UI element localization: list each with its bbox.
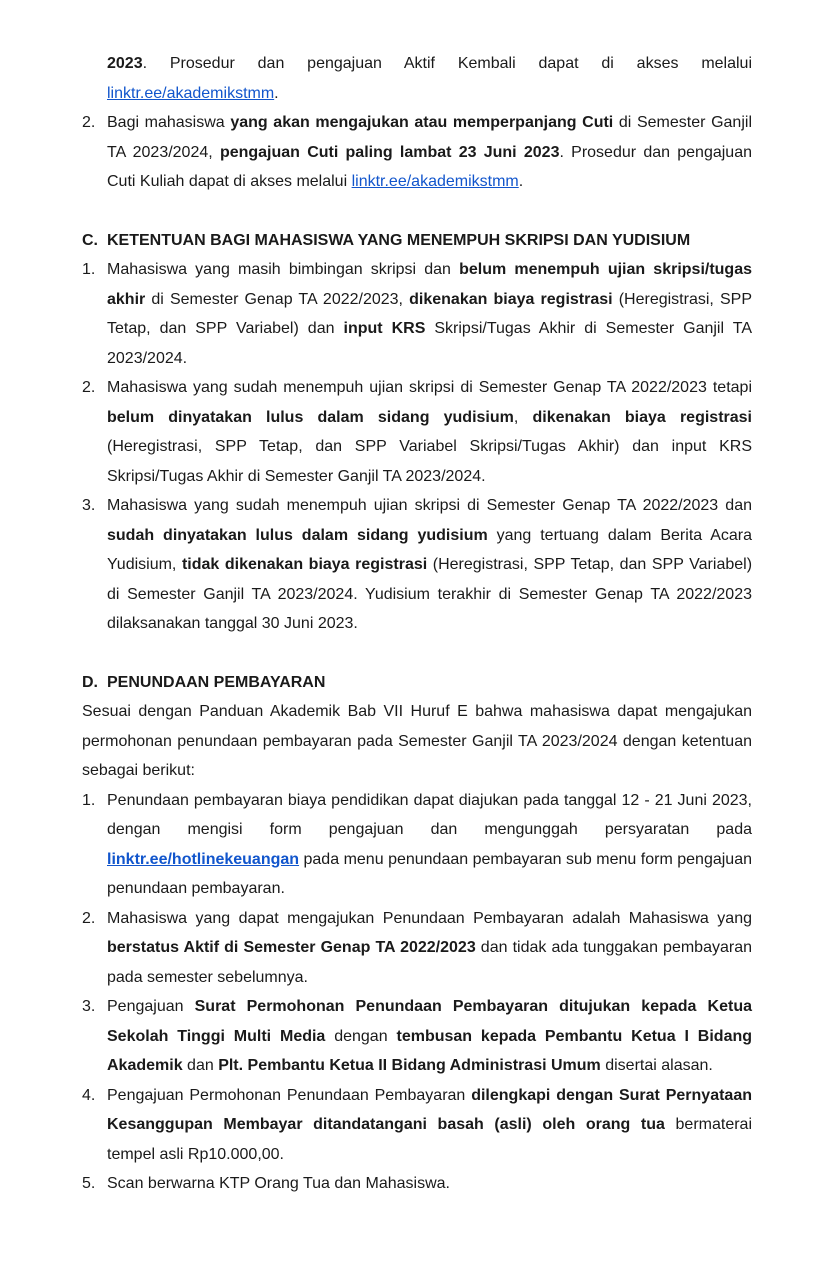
list-number: 2. xyxy=(82,114,96,131)
list-number: 4. xyxy=(82,1086,96,1104)
list-number: 2. xyxy=(82,379,96,396)
list-number: 2. xyxy=(82,909,96,927)
list-item: 5. Scan berwarna KTP Orang Tua dan Mahasiswa. xyxy=(82,1169,752,1199)
list-number: 3. xyxy=(82,998,96,1015)
list-item: 1. Penundaan pembayaran biaya pendidikan dapat diajukan pada tanggal 12 - 21 Juni 2023, dengan mengisi form pengajuan dan mengunggah persyaratan pada linktr.ee/hotlinekeuangan pada menu penundaan pembayaran sub menu form pengajuan penundaan pembayaran. xyxy=(82,786,752,904)
list-number: 1. xyxy=(82,791,96,809)
hotline-keuangan-link[interactable]: linktr.ee/hotlinekeuangan xyxy=(107,850,300,868)
section-d-intro: Sesuai dengan Panduan Akademik Bab VII Huruf E bahwa mahasiswa dapat mengajukan permohonan penundaan pembayaran pada Semester Ganjil TA 2023/2024 dengan ketentuan sebagai berikut: xyxy=(82,703,752,779)
list-item: 4. Pengajuan Permohonan Penundaan Pembayaran dilengkapi dengan Surat Pernyataan Kesanggupan Membayar ditandatangani basah (asli) oleh orang tua bermaterai tempel asli Rp10.000,00. xyxy=(82,1081,752,1170)
section-c-list xyxy=(82,255,752,639)
document-page xyxy=(82,49,752,1199)
list-item: 1. Mahasiswa yang masih bimbingan skripsi dan belum menempuh ujian skripsi/tugas akhir di Semester Genap TA 2022/2023, dikenakan biaya registrasi (Heregistrasi, SPP Tetap, dan SPP Variabel) dan input KRS Skripsi/Tugas Akhir di Semester Ganjil TA 2023/2024. xyxy=(82,255,752,373)
section-d-heading: D. PENUNDAAN PEMBAYARAN xyxy=(82,673,326,691)
list-item: 2. Mahasiswa yang dapat mengajukan Penundaan Pembayaran adalah Mahasiswa yang berstatus Aktif di Semester Genap TA 2022/2023 dan tidak ada tunggakan pembayaran pada semester sebelumnya. xyxy=(82,904,752,993)
section-d-list xyxy=(82,786,752,1199)
continuation-paragraph: 2023. Prosedur dan pengajuan Aktif Kembali dapat di akses melalui linktr.ee/akademikstmm. xyxy=(107,55,752,102)
list-number: 5. xyxy=(82,1175,96,1192)
list-item: 2. Bagi mahasiswa yang akan mengajukan atau memperpanjang Cuti di Semester Ganjil TA 2023/2024, pengajuan Cuti paling lambat 23 Juni 2023. Prosedur dan pengajuan Cuti Kuliah dapat di akses melalui linktr.ee/akademikstmm. xyxy=(82,108,752,197)
akademik-link[interactable]: linktr.ee/akademikstmm xyxy=(107,84,275,102)
section-c-heading: C. KETENTUAN BAGI MAHASISWA YANG MENEMPUH SKRIPSI DAN YUDISIUM xyxy=(82,231,691,249)
list-item: 3. Mahasiswa yang sudah menempuh ujian skripsi di Semester Genap TA 2022/2023 dan sudah dinyatakan lulus dalam sidang yudisium yang tertuang dalam Berita Acara Yudisium, tidak dikenakan biaya registrasi (Heregistrasi, SPP Tetap, dan SPP Variabel) di Semester Ganjil TA 2023/2024. Yudisium terakhir di Semester Genap TA 2022/2023 dilaksanakan tanggal 30 Juni 2023. xyxy=(82,491,752,639)
list-item: 3. Pengajuan Surat Permohonan Penundaan Pembayaran ditujukan kepada Ketua Sekolah Tinggi Multi Media dengan tembusan kepada Pembantu Ketua I Bidang Akademik dan Plt. Pembantu Ketua II Bidang Administrasi Umum disertai alasan. xyxy=(82,992,752,1081)
bold-text: 2023 xyxy=(107,55,143,72)
list-number: 1. xyxy=(82,261,96,278)
list-item: 2. Mahasiswa yang sudah menempuh ujian skripsi di Semester Genap TA 2022/2023 tetapi belum dinyatakan lulus dalam sidang yudisium, dikenakan biaya registrasi (Heregistrasi, SPP Tetap, dan SPP Variabel Skripsi/Tugas Akhir) dan input KRS Skripsi/Tugas Akhir di Semester Ganjil TA 2023/2024. xyxy=(82,373,752,491)
akademik-link[interactable]: linktr.ee/akademikstmm xyxy=(351,173,519,190)
list-number: 3. xyxy=(82,497,96,514)
cuti-list xyxy=(82,108,752,197)
